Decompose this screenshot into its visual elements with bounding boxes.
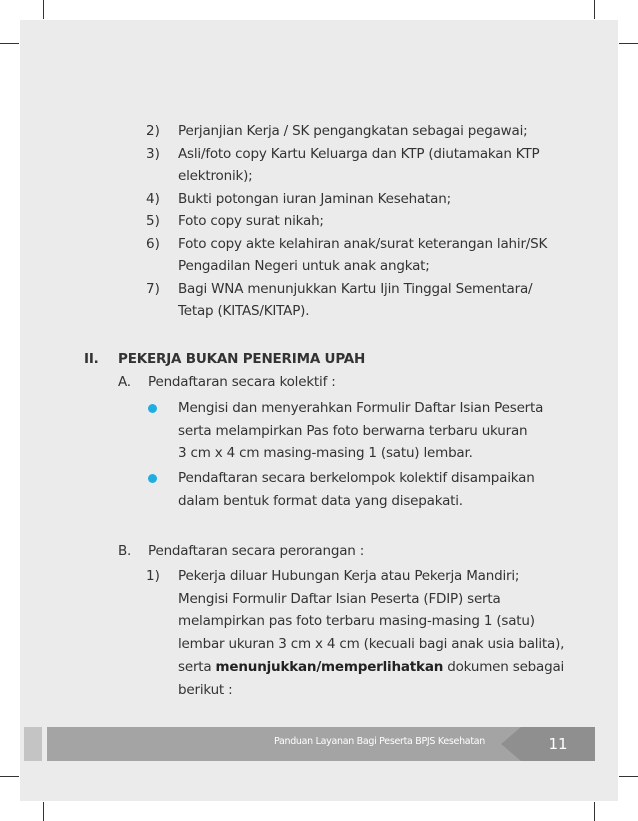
paragraph-line: melampirkan pas foto terbaru masing-masing 1 (satu) xyxy=(178,613,535,629)
bold-text: menunjukkan/memperlihatkan xyxy=(215,659,444,675)
bullet-text: Mengisi dan menyerahkan Formulir Daftar Isian Peserta xyxy=(178,400,544,416)
list-number: 5) xyxy=(146,213,160,229)
subsection-letter: B. xyxy=(118,543,132,559)
bullet-icon xyxy=(148,474,157,483)
list-item-text: Bagi WNA menunjukkan Kartu Ijin Tinggal Sementara/ xyxy=(178,281,533,297)
paragraph-line: berikut : xyxy=(178,682,233,698)
crop-mark xyxy=(0,776,19,777)
subsection-title: Pendaftaran secara perorangan : xyxy=(148,543,365,559)
crop-mark xyxy=(43,802,44,821)
bullet-text: Pendaftaran secara berkelompok kolektif disampaikan xyxy=(178,470,535,486)
text-segment: dokumen sebagai xyxy=(443,659,565,675)
footer-title: Panduan Layanan Bagi Peserta BPJS Kesehatan xyxy=(273,736,485,747)
list-number: 3) xyxy=(146,146,160,162)
bullet-icon xyxy=(148,404,157,413)
list-item-text: Asli/foto copy Kartu Keluarga dan KTP (diutamakan KTP xyxy=(178,146,540,162)
list-item-text: Foto copy surat nikah; xyxy=(178,213,324,229)
text-segment: serta xyxy=(178,659,216,675)
footer-notch xyxy=(501,727,521,761)
list-item-text: Tetap (KITAS/KITAP). xyxy=(178,303,310,319)
bullet-text: dalam bentuk format data yang disepakati. xyxy=(178,493,463,509)
list-number: 1) xyxy=(146,568,160,584)
subsection-letter: A. xyxy=(118,374,131,390)
list-item-text: elektronik); xyxy=(178,168,253,184)
crop-mark xyxy=(594,802,595,821)
section-number: II. xyxy=(84,351,99,367)
page-number: 11 xyxy=(521,727,595,761)
subsection-title: Pendaftaran secara kolektif : xyxy=(148,374,336,390)
bullet-text: 3 cm x 4 cm masing-masing 1 (satu) lembar. xyxy=(178,445,473,461)
list-item-text: Foto copy akte kelahiran anak/surat keterangan lahir/SK xyxy=(178,236,548,252)
crop-mark xyxy=(594,0,595,19)
bullet-text: serta melampirkan Pas foto berwarna terbaru ukuran xyxy=(178,423,528,439)
list-number: 7) xyxy=(146,281,160,297)
paragraph-line: Pekerja diluar Hubungan Kerja atau Pekerja Mandiri; xyxy=(178,568,520,584)
list-item-text: Perjanjian Kerja / SK pengangkatan sebagai pegawai; xyxy=(178,123,528,139)
crop-mark xyxy=(0,43,19,44)
list-item-text: Pengadilan Negeri untuk anak angkat; xyxy=(178,258,430,274)
list-number: 4) xyxy=(146,191,160,207)
crop-mark xyxy=(619,43,638,44)
section-title: PEKERJA BUKAN PENERIMA UPAH xyxy=(118,351,366,367)
paragraph-line-with-bold xyxy=(178,656,564,679)
footer-left-bar xyxy=(24,727,42,761)
list-number: 2) xyxy=(146,123,160,139)
crop-mark xyxy=(43,0,44,19)
list-item-text: Bukti potongan iuran Jaminan Kesehatan; xyxy=(178,191,451,207)
list-number: 6) xyxy=(146,236,160,252)
paragraph-line: lembar ukuran 3 cm x 4 cm (kecuali bagi anak usia balita), xyxy=(178,636,565,652)
paragraph-line: Mengisi Formulir Daftar Isian Peserta (FDIP) serta xyxy=(178,591,501,607)
crop-mark xyxy=(619,776,638,777)
